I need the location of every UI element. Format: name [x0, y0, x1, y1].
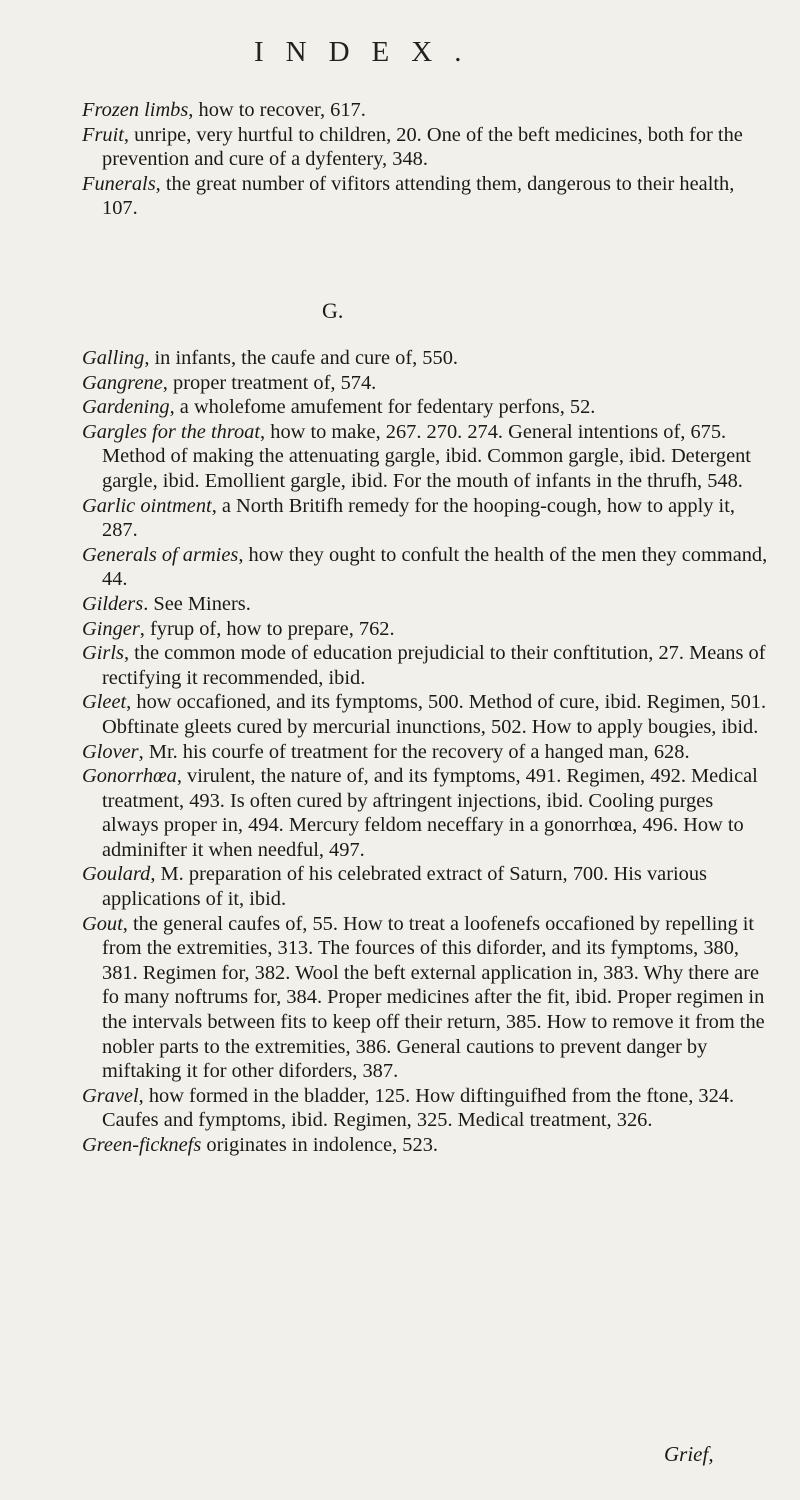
- entry-text: , the general caufes of, 55. How to treat a loofenefs occafioned by repelling it from the extremities, 313. The fources of this diforder, and its fymptoms, 380, 381. Regimen for, 382. Wool the beft external application in, 383. Why there are fo many noftrums for, 384. Proper medicines after the fit, ibid. Proper regimen in the intervals between fits to keep off their return, 385. How to remove it from the nobler parts to the extremities, 386. General cautions to prevent danger by miftaking it for other diforders, 387.: [102, 912, 765, 1083]
- entry-text: , how they ought to confult the health of the men they command, 44.: [102, 543, 768, 591]
- entry-text: originates in indolence, 523.: [201, 1134, 438, 1156]
- entry-text: , a wholefome amufement for fedentary perfons, 52.: [169, 396, 596, 419]
- running-head: INDEX.: [254, 36, 484, 68]
- index-entry: [82, 494, 772, 543]
- index-entry: [82, 98, 772, 123]
- entry-headword: Goulard: [82, 863, 151, 886]
- index-entry: [82, 543, 772, 592]
- index-entry: [82, 420, 772, 494]
- index-entry: [82, 395, 772, 420]
- entry-headword: Garlic ointment: [82, 494, 212, 517]
- index-entry: [82, 740, 772, 765]
- index-entry: [82, 592, 772, 617]
- entry-text: , a North Britifh remedy for the hooping-cough, how to apply it, 287.: [102, 494, 735, 542]
- entry-headword: Gardening: [82, 396, 170, 419]
- entry-text: , in infants, the caufe and cure of, 550.: [144, 347, 458, 369]
- entry-text: , M. preparation of his celebrated extract of Saturn, 700. His various applications of it, ibid.: [102, 863, 707, 911]
- entry-text: , unripe, very hurtful to children, 20. One of the beft medicines, both for the prevention and cure of a dyfentery, 348.: [102, 123, 743, 171]
- entry-text: , how formed in the bladder, 125. How diftinguifhed from the ftone, 324. Caufes and fymptoms, ibid. Regimen, 325. Medical treatment, 326.: [102, 1084, 735, 1132]
- entry-headword: Gilders: [82, 592, 144, 615]
- entry-headword: Girls: [82, 642, 124, 665]
- entry-headword: Green-ficknefs: [82, 1134, 202, 1156]
- entry-text: , proper treatment of, 574.: [162, 371, 377, 394]
- section-letter-heading: G.: [322, 298, 344, 323]
- index-entry: [82, 346, 772, 371]
- index-entry: [82, 690, 772, 739]
- entry-headword: Frozen limbs: [82, 99, 189, 121]
- entry-text: , the common mode of education prejudicial to their conftitution, 27. Means of rectifying it recommended, ibid.: [102, 642, 766, 689]
- entry-headword: Gout: [82, 912, 123, 935]
- index-entry: [82, 1133, 772, 1158]
- entry-text: . See Miners.: [143, 592, 251, 615]
- entry-text: , fyrup of, how to prepare, 762.: [139, 617, 395, 640]
- entry-text: , how occafioned, and its fymptoms, 500. Method of cure, ibid. Regimen, 501. Obftinate gleets cured by mercurial inunctions, 502. How to apply bougies, ibid.: [102, 691, 767, 738]
- entry-text: , the great number of vifitors attending them, dangerous to their health, 107.: [102, 172, 735, 220]
- entry-text: , Mr. his courfe of treatment for the recovery of a hanged man, 628.: [138, 740, 690, 763]
- entry-headword: Galling: [82, 347, 145, 369]
- entry-headword: Gleet: [82, 691, 127, 714]
- entry-headword: Funerals: [82, 172, 156, 195]
- index-entry: [82, 172, 772, 221]
- section-g-entries: [82, 346, 772, 1158]
- section-f-entries: [82, 98, 772, 221]
- index-entry: [82, 764, 772, 862]
- index-entry: [82, 617, 772, 642]
- index-entry: [82, 641, 772, 690]
- entry-headword: Gangrene: [82, 371, 163, 394]
- entry-text: , virulent, the nature of, and its fymptoms, 491. Regimen, 492. Medical treatment, 493. Is often cured by aftringent injections, ibid. Cooling purges always proper in, 494. Mercury feldom neceffary in a gonorrhœa, 496. How to adminifter it when needful, 497.: [102, 765, 758, 861]
- index-entry: [82, 1084, 772, 1133]
- entry-text: , how to recover, 617.: [188, 99, 366, 121]
- entry-headword: Gravel: [82, 1084, 139, 1107]
- entry-headword: Fruit: [82, 123, 124, 146]
- index-entry: [82, 862, 772, 911]
- index-entry: [82, 912, 772, 1084]
- entry-text: , how to make, 267. 270. 274. General intentions of, 675. Method of making the attenuating gargle, ibid. Common gargle, ibid. Detergent gargle, ibid. Emollient gargle, ibid. For the mouth of infants in the thrufh, 548.: [102, 420, 751, 492]
- index-entry: [82, 371, 772, 396]
- index-entry: [82, 123, 772, 172]
- entry-headword: Ginger: [82, 617, 140, 640]
- entry-headword: Glover: [82, 740, 139, 763]
- entry-headword: Gonorrhœa: [82, 765, 177, 788]
- catchword: Grief,: [664, 1442, 714, 1466]
- entry-headword: Generals of armies: [82, 543, 239, 566]
- entry-headword: Gargles for the throat: [82, 420, 261, 443]
